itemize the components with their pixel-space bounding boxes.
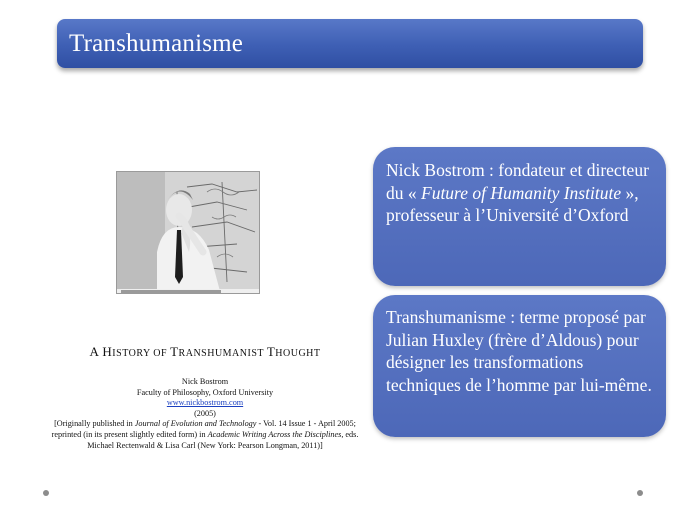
note-text: reprinted (in its present slightly edited form) in [51,429,208,439]
note-journal: Journal of Evolution and Technology [134,419,257,429]
paper-title-part: HOUGHT [275,348,321,359]
box1-text: Nick Bostrom : fondateur et directeur du « [386,160,649,203]
paper-title-part: T [266,344,276,359]
author-photo-image [117,172,260,294]
paper-citation [30,377,380,451]
paper-title-part: T [170,344,179,359]
paper-title-part: A [89,344,103,359]
slide-title-bar [57,19,643,68]
paper-title-part: ISTORY OF [112,348,171,359]
box2-text: Transhumanisme : terme proposé par Julian Huxley (frère d’Aldous) pour désigner les transformations techniques de l’homme par lui-même. [386,307,652,395]
paper-title-part: H [102,344,113,359]
paper-website-link[interactable]: www.nickbostrom.com [166,398,244,408]
bullet-dot-right [637,490,643,496]
paper-affiliation: Faculty of Philosophy, Oxford University [136,387,274,397]
paper-title [40,344,370,360]
box1-text: », professeur à l’Université d’Oxford [386,182,639,225]
note-text: , eds. [341,429,359,439]
slide-title: Transhumanisme [69,29,244,57]
paper-author: Nick Bostrom [181,377,229,386]
note-text: - Vol. 14 Issue 1 - April 2005; [256,419,356,429]
paper-note-line-3: Michael Rectenwald & Lisa Carl (New York: Pearson Longman, 2011)] [87,440,323,450]
box1-institute: Future of Humanity Institute [421,182,622,203]
transhumanism-definition-box [373,295,666,437]
author-photo [116,171,260,294]
note-book: Academic Writing Across the Disciplines [207,429,342,439]
bullet-dot-left [43,490,49,496]
paper-note-line-2 [30,430,380,441]
note-text: [Originally published in [54,419,135,429]
paper-year: (2005) [194,408,216,418]
paper-title-part: RANSHUMANIST [178,348,267,359]
paper-note-line-1 [30,419,380,430]
bostrom-info-box [373,147,666,286]
